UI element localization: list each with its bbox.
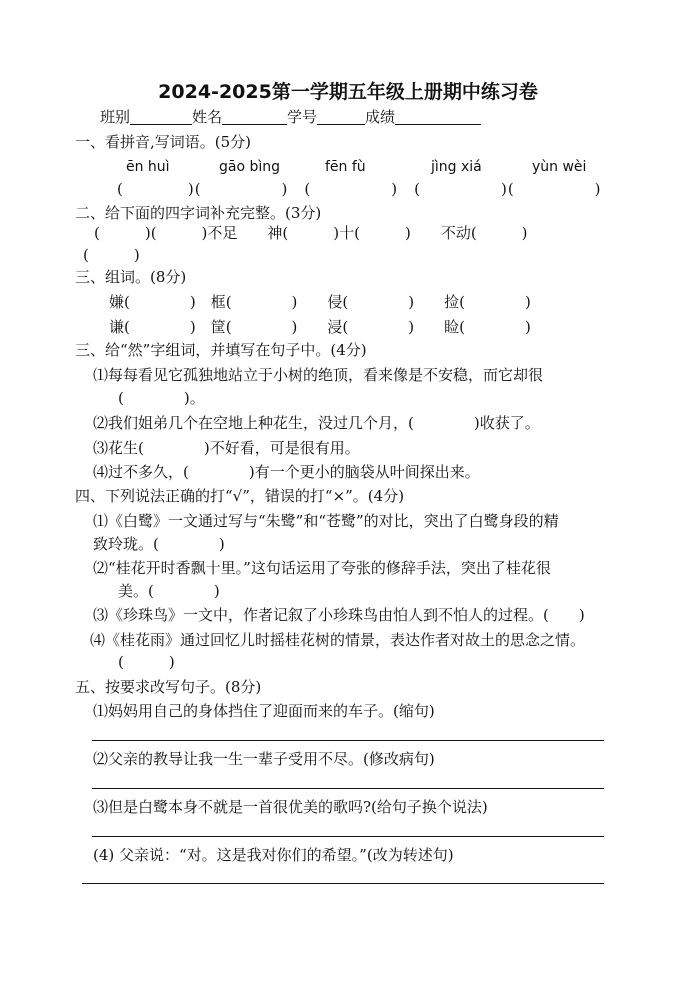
q5-statement-4a: ⑷《桂花雨》通过回忆儿时摇桂花树的情景，表达作者对故土的思念之情。: [90, 631, 586, 649]
class-blank[interactable]: [130, 110, 192, 125]
q5-statement-3[interactable]: ⑶《珍珠鸟》一文中，作者记叙了小珍珠鸟由怕人到不怕人的过程。( ): [93, 606, 585, 624]
q5-statement-2a: ⑵“桂花开时香飘十里。”这句话运用了夸张的修辞手法，突出了桂花很: [93, 559, 551, 577]
number-label: 学号: [287, 108, 318, 126]
answer-line-3[interactable]: [92, 836, 604, 837]
answer-line-4[interactable]: [82, 883, 604, 884]
pinyin-2: gāo bìng: [219, 159, 281, 175]
answer-line-1[interactable]: [92, 740, 604, 741]
score-blank[interactable]: [395, 110, 481, 125]
q6-sentence-1: ⑴妈妈用自己的身体挡住了迎面而来的车子。(缩句): [93, 702, 435, 720]
q5-heading: 四、下列说法正确的打“√”，错误的打“×”。(4分): [75, 487, 405, 505]
q5-statement-2b[interactable]: 美。( ): [118, 582, 220, 600]
pinyin-4: jìng xiá: [431, 159, 482, 175]
q4-sentence-4[interactable]: ⑷过不多久，( )有一个更小的脑袋从叶间探出来。: [93, 463, 480, 481]
q3-row-1[interactable]: 嫌( ) 框( ) 侵( ) 捡( ): [109, 293, 531, 311]
q4-sentence-1b[interactable]: ( )。: [118, 389, 205, 407]
student-info-row: [100, 110, 481, 125]
name-label: 姓名: [192, 108, 223, 126]
q6-sentence-3: ⑶但是白鹭本身不就是一首很优美的歌吗?(给句子换个说法): [93, 798, 488, 816]
name-blank[interactable]: [222, 110, 287, 125]
q6-heading: 五、按要求改写句子。(8分): [75, 678, 262, 696]
pinyin-3: fēn fù: [325, 159, 366, 175]
q1-heading: 一、看拼音,写词语。(5分): [75, 133, 252, 151]
q2-heading: 二、给下面的四字词补充完整。(3分): [75, 204, 322, 222]
q4-sentence-1a: ⑴每每看见它孤独地站立于小树的绝顶，看来像是不安稳，而它却很: [93, 366, 544, 384]
q5-statement-1a: ⑴《白鹭》一文通过写与“朱鹭”和“苍鹭”的对比，突出了白鹭身段的精: [93, 512, 559, 530]
q5-statement-1b[interactable]: 致玲珑。( ): [93, 535, 225, 553]
q1-answer-blanks[interactable]: ( )( ) ( ) ( )( ): [117, 180, 602, 198]
q4-sentence-3[interactable]: ⑶花生( )不好看，可是很有用。: [93, 439, 360, 457]
class-label: 班别: [100, 108, 131, 126]
answer-line-2[interactable]: [92, 788, 604, 789]
page-title: 2024-2025第一学期五年级上册期中练习卷: [158, 81, 538, 103]
q4-heading: 三、给“然”字组词，并填写在句子中。(4分): [75, 341, 367, 359]
q6-sentence-2: ⑵父亲的教导让我一生一辈子受用不尽。(修改病句): [93, 750, 435, 768]
q6-sentence-4: (4) 父亲说：“对。这是我对你们的希望。”(改为转述句): [93, 846, 454, 864]
q3-heading: 三、组词。(8分): [75, 268, 187, 286]
q2-line-2[interactable]: ( ): [83, 246, 140, 264]
q4-sentence-2[interactable]: ⑵我们姐弟几个在空地上种花生，没过几个月，( )收获了。: [93, 414, 540, 432]
pinyin-1: ēn huì: [126, 159, 170, 175]
score-label: 成绩: [365, 108, 396, 126]
number-blank[interactable]: [317, 110, 365, 125]
q2-line-1[interactable]: ( )( )不足 神( )十( ) 不动( ): [94, 224, 528, 242]
q3-row-2[interactable]: 谦( ) 筐( ) 浸( ) 睑( ): [109, 318, 531, 336]
q5-statement-4b[interactable]: ( ): [118, 653, 175, 671]
pinyin-5: yùn wèi: [532, 159, 587, 175]
